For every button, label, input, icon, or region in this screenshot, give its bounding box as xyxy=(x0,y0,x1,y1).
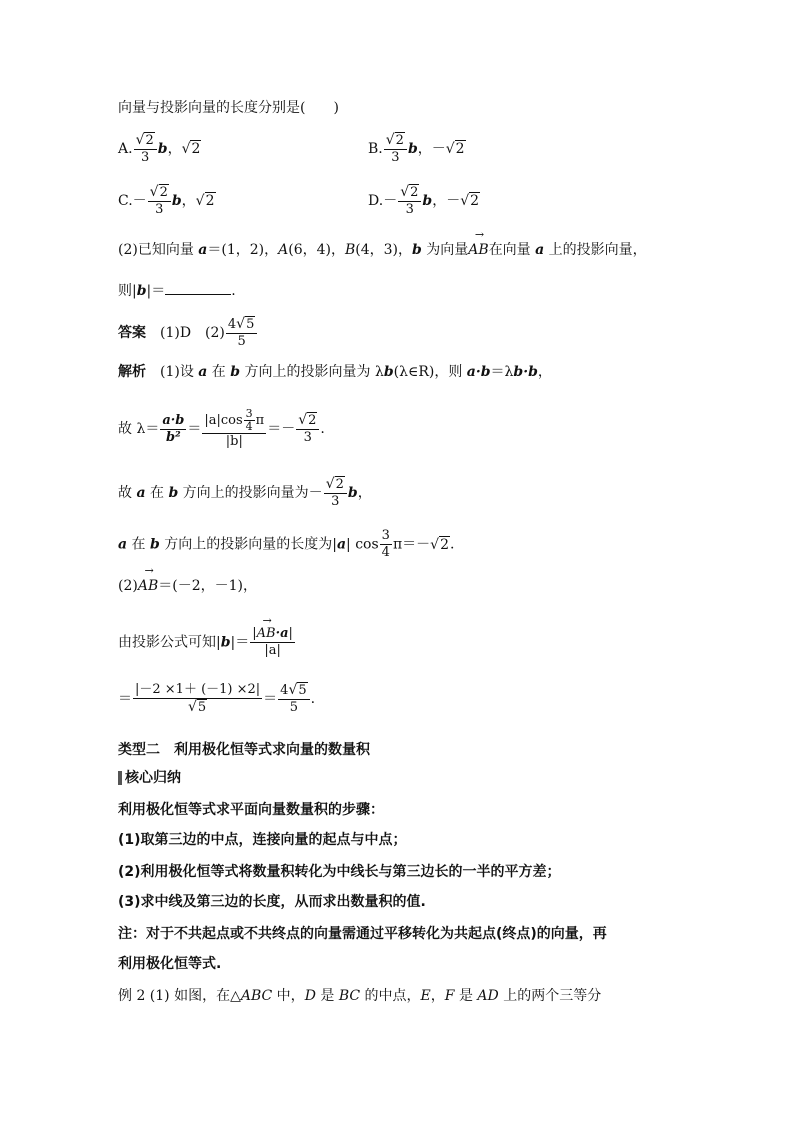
step-2: (2)利用极化恒等式将数量积转化为中线长与第三边长的一半的平方差； xyxy=(118,864,561,880)
analysis-line-5: (2)→ AB＝(－2，－1)， xyxy=(118,576,257,596)
note-line-2: 利用极化恒等式. xyxy=(118,956,222,972)
analysis-line-2: 故 λ＝ $\frac{a\cdot b}{\text{b²}}$ ＝ |a|cos $\frac{3}{4}$ π |b| ＝－ $\frac{√2}{3}$ . xyxy=(118,407,325,449)
analysis-line-7: ＝ $\frac{|-2 \times 1+ (-1) \times 2|}{√5}$ ＝ $\frac{4√5}{5}$ . xyxy=(118,682,316,715)
fraction: $\frac{3}{4}$ xyxy=(381,528,390,560)
option-c: C.－ $\frac{√2}{3}$ b，√2 xyxy=(118,184,215,217)
fraction: |a|cos $\frac{3}{4}$ π |b| xyxy=(204,407,265,449)
vector-ab: → AB xyxy=(468,240,488,260)
analysis-label: 解析 xyxy=(118,364,146,380)
option-b: B. $\frac{√2}{3}$ b，－√2 xyxy=(368,132,465,165)
answer-fraction: $\frac{4√5}{5}$ xyxy=(226,316,257,350)
note-line-1: 注：对于不共起点或不共终点的向量需通过平移转化为共起点(终点)的向量，再 xyxy=(118,926,607,942)
vector-ab: → AB xyxy=(138,576,158,596)
fraction: $\frac{√2}{3}$ xyxy=(324,476,347,510)
heading-marker-icon xyxy=(118,771,122,785)
section-heading: 类型二 利用极化恒等式求向量的数量积 xyxy=(118,742,370,758)
answer-line: 答案 (1)D (2) $\frac{4√5}{5}$ xyxy=(118,316,258,350)
step-3: (3)求中线及第三边的长度，从而求出数量积的值. xyxy=(118,894,426,910)
question-stem: 向量与投影向量的长度分别是( ) xyxy=(118,100,339,116)
fraction: $\frac{√2}{3}$ xyxy=(384,132,407,166)
answer-label: 答案 xyxy=(118,325,146,341)
analysis-line-1: 解析 (1)设 a 在 b 方向上的投影向量为 λb(λ∈R)，则 a·b＝λb·b， xyxy=(118,364,552,380)
fraction: $\frac{4√5}{5}$ xyxy=(278,682,309,716)
option-d: D.－ $\frac{√2}{3}$ b，－√2 xyxy=(368,184,480,217)
option-a: A. $\frac{√2}{3}$ b，√2 xyxy=(118,132,201,165)
fraction: $\frac{√2}{3}$ xyxy=(296,412,319,446)
answer-blank[interactable] xyxy=(165,280,231,295)
fraction: $\frac{√2}{3}$ xyxy=(398,184,421,218)
fraction: $\frac{√2}{3}$ xyxy=(134,132,157,166)
question-2: (2)已知向量 a＝(1，2)，A(6，4)，B(4，3)，b 为向量→ AB在向量 a 上的投影向量， xyxy=(118,240,647,260)
example-2: 例 2 (1) 如图，在△ABC 中，D 是 BC 的中点，E，F 是 AD 上的两个三等分 xyxy=(118,988,602,1004)
step-1: (1)取第三边的中点，连接向量的起点与中点； xyxy=(118,832,407,848)
analysis-line-4: a 在 b 方向上的投影向量的长度为|a| cos $\frac{3}{4}$ π＝－√2. xyxy=(118,528,455,560)
analysis-line-3: 故 a 在 b 方向上的投影向量为－ $\frac{√2}{3}$ b， xyxy=(118,476,372,509)
fraction: $\frac{a\cdot b}{\text{b²}}$ xyxy=(162,412,185,445)
core-summary-heading: 核心归纳 xyxy=(118,768,181,788)
steps-intro: 利用极化恒等式求平面向量数量积的步骤： xyxy=(118,802,384,818)
question-2-blank-line: 则|b|＝ . xyxy=(118,280,236,301)
fraction: $\frac{|\to AB\cdot a|}{|a|}$ xyxy=(250,626,295,659)
fraction: $\frac{|-2 \times 1+ (-1) \times 2|}{√5}$ xyxy=(135,682,261,715)
analysis-line-6: 由投影公式可知|b|＝ $\frac{|\to AB\cdot a|}{|a|}$ xyxy=(118,626,296,659)
fraction: $\frac{√2}{3}$ xyxy=(148,184,171,218)
